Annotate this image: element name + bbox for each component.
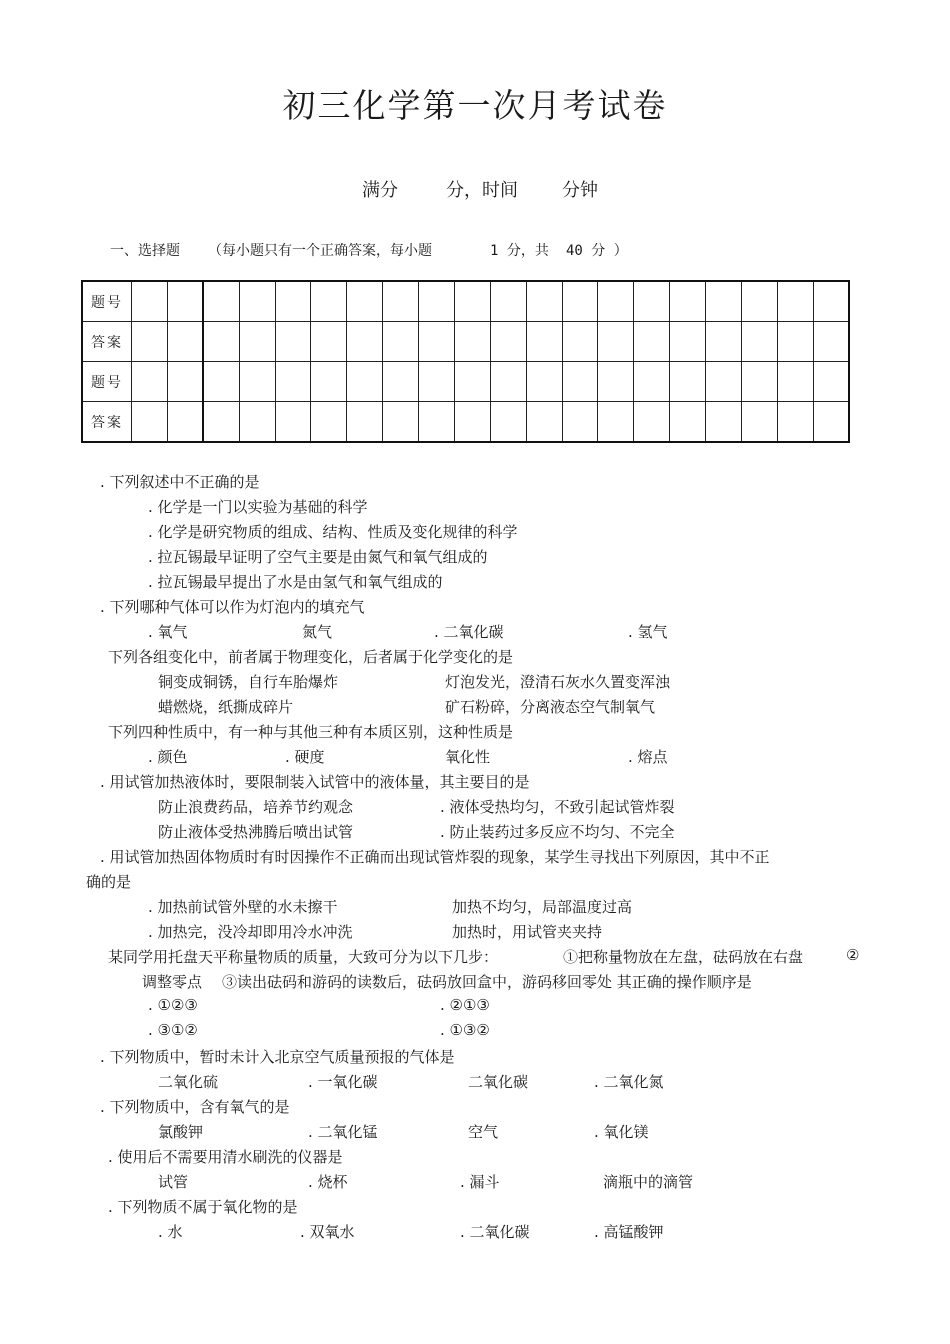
question-text: . 化学是研究物质的组成、结构、性质及变化规律的科学 bbox=[148, 523, 518, 541]
answer-cell[interactable] bbox=[741, 402, 777, 443]
number-cell bbox=[311, 362, 347, 402]
question-text: 铜变成铜锈，自行车胎爆炸 bbox=[158, 673, 339, 691]
answer-cell[interactable] bbox=[777, 402, 813, 443]
question-text: 防止液体受热沸腾后喷出试管 bbox=[158, 823, 354, 841]
question-text: . 硬度 bbox=[285, 748, 325, 766]
question-text: ③读出砝码和游码的读数后，砝码放回盒中，游码移回零处 其正确的操作顺序是 bbox=[222, 973, 752, 991]
number-cell bbox=[347, 362, 383, 402]
question-text: . 下列物质中，含有氧气的是 bbox=[100, 1098, 290, 1116]
answer-cell[interactable] bbox=[598, 402, 634, 443]
answer-cell[interactable] bbox=[275, 402, 311, 443]
answer-cell[interactable] bbox=[598, 322, 634, 362]
number-cell bbox=[813, 362, 849, 402]
row-label: 题号 bbox=[82, 362, 132, 402]
answer-cell[interactable] bbox=[490, 322, 526, 362]
answer-cell[interactable] bbox=[813, 322, 849, 362]
question-text: . 用试管加热固体物质时有时因操作不正确而出现试管炸裂的现象，某学生寻找出下列原因，其中不正 bbox=[100, 848, 770, 866]
number-cell bbox=[526, 281, 562, 322]
number-cell bbox=[777, 362, 813, 402]
question-text: . 加热完，没冷却即用冷水冲洗 bbox=[148, 923, 353, 941]
time-unit-label: 分钟 bbox=[562, 180, 598, 201]
question-text: . 一氧化碳 bbox=[308, 1073, 378, 1091]
question-text: . 氧化镁 bbox=[594, 1123, 649, 1141]
answer-cell[interactable] bbox=[275, 322, 311, 362]
number-cell bbox=[634, 362, 670, 402]
number-cell bbox=[347, 281, 383, 322]
question-text: 防止浪费药品，培养节约观念 bbox=[158, 798, 354, 816]
row-label: 题号 bbox=[82, 281, 132, 322]
question-text: 二氧化硫 bbox=[158, 1073, 219, 1091]
number-cell bbox=[706, 281, 742, 322]
answer-cell[interactable] bbox=[706, 322, 742, 362]
question-text: . 下列物质中，暂时未计入北京空气质量预报的气体是 bbox=[100, 1048, 455, 1066]
question-text: . 水 bbox=[158, 1223, 183, 1241]
answer-cell[interactable] bbox=[634, 402, 670, 443]
question-text: 空气 bbox=[468, 1123, 499, 1141]
points-per-question: 1 分，共 bbox=[490, 243, 549, 259]
answer-table-row bbox=[82, 362, 849, 402]
question-text: . 双氧水 bbox=[300, 1223, 355, 1241]
question-text: 氧化性 bbox=[445, 748, 491, 766]
question-text: . 下列哪种气体可以作为灯泡内的填充气 bbox=[100, 598, 365, 616]
question-text: . 氢气 bbox=[628, 623, 668, 641]
question-text: 加热时，用试管夹夹持 bbox=[452, 923, 603, 941]
question-text: 调整零点 bbox=[142, 973, 203, 991]
number-cell bbox=[598, 362, 634, 402]
answer-table-row bbox=[82, 322, 849, 362]
number-cell bbox=[706, 362, 742, 402]
answer-cell[interactable] bbox=[706, 402, 742, 443]
answer-cell[interactable] bbox=[383, 322, 419, 362]
number-cell bbox=[132, 281, 168, 322]
number-cell bbox=[167, 362, 203, 402]
answer-cell[interactable] bbox=[562, 322, 598, 362]
question-text: 某同学用托盘天平称量物质的质量，大致可分为以下几步： bbox=[108, 948, 499, 966]
number-cell bbox=[239, 281, 275, 322]
question-text: 氮气 bbox=[302, 623, 333, 641]
answer-table bbox=[81, 280, 850, 443]
question-text: 二氧化碳 bbox=[468, 1073, 529, 1091]
answer-cell[interactable] bbox=[741, 322, 777, 362]
full-score-label: 满分 bbox=[362, 180, 398, 201]
page-title: 初三化学第一次月考试卷 bbox=[282, 86, 668, 125]
question-text: . 拉瓦锡最早证明了空气主要是由氮气和氧气组成的 bbox=[148, 548, 488, 566]
number-cell bbox=[562, 362, 598, 402]
answer-cell[interactable] bbox=[383, 402, 419, 443]
answer-table-row bbox=[82, 281, 849, 322]
number-cell bbox=[598, 281, 634, 322]
answer-cell[interactable] bbox=[526, 402, 562, 443]
answer-cell[interactable] bbox=[777, 322, 813, 362]
answer-cell[interactable] bbox=[347, 402, 383, 443]
question-text: 氯酸钾 bbox=[158, 1123, 204, 1141]
question-text: ② bbox=[846, 946, 860, 964]
question-text: 加热不均匀，局部温度过高 bbox=[452, 898, 633, 916]
answer-cell[interactable] bbox=[526, 322, 562, 362]
question-text: . ①②③ bbox=[148, 996, 198, 1014]
question-text: 确的是 bbox=[86, 873, 132, 891]
answer-cell[interactable] bbox=[454, 402, 490, 443]
answer-cell[interactable] bbox=[813, 402, 849, 443]
answer-table-row bbox=[82, 402, 849, 443]
answer-cell[interactable] bbox=[419, 402, 455, 443]
question-text: . 化学是一门以实验为基础的科学 bbox=[148, 498, 368, 516]
question-text: . 下列物质不属于氧化物的是 bbox=[108, 1198, 298, 1216]
number-cell bbox=[239, 362, 275, 402]
number-cell bbox=[490, 281, 526, 322]
answer-cell[interactable] bbox=[132, 402, 168, 443]
question-text: . ②①③ bbox=[440, 996, 490, 1014]
question-text: . 液体受热均匀，不致引起试管炸裂 bbox=[440, 798, 675, 816]
score-unit-label: 分，时间 bbox=[446, 180, 518, 201]
answer-cell[interactable] bbox=[239, 322, 275, 362]
question-text: . 下列叙述中不正确的是 bbox=[100, 473, 260, 491]
answer-cell[interactable] bbox=[490, 402, 526, 443]
answer-cell[interactable] bbox=[132, 322, 168, 362]
number-cell bbox=[454, 362, 490, 402]
answer-cell[interactable] bbox=[311, 322, 347, 362]
question-text: . 使用后不需要用清水刷洗的仪器是 bbox=[108, 1148, 343, 1166]
number-cell bbox=[777, 281, 813, 322]
number-cell bbox=[275, 362, 311, 402]
question-text: 试管 bbox=[158, 1173, 189, 1191]
number-cell bbox=[813, 281, 849, 322]
question-text: 下列四种性质中，有一种与其他三种有本质区别，这种性质是 bbox=[108, 723, 514, 741]
question-text: . ①③② bbox=[440, 1021, 490, 1039]
answer-cell[interactable] bbox=[454, 322, 490, 362]
number-cell bbox=[203, 362, 239, 402]
question-text: . 二氧化碳 bbox=[460, 1223, 530, 1241]
section-description: （每小题只有一个正确答案，每小题 bbox=[208, 243, 432, 259]
answer-cell[interactable] bbox=[239, 402, 275, 443]
question-text: . 氧气 bbox=[148, 623, 188, 641]
question-text: . 漏斗 bbox=[460, 1173, 500, 1191]
answer-cell[interactable] bbox=[203, 322, 239, 362]
number-cell bbox=[526, 362, 562, 402]
question-text: . 颜色 bbox=[148, 748, 188, 766]
answer-cell[interactable] bbox=[670, 402, 706, 443]
answer-cell[interactable] bbox=[203, 402, 239, 443]
question-text: . 用试管加热液体时，要限制装入试管中的液体量，其主要目的是 bbox=[100, 773, 530, 791]
number-cell bbox=[132, 362, 168, 402]
question-text: . 二氧化锰 bbox=[308, 1123, 378, 1141]
question-text: 滴瓶中的滴管 bbox=[603, 1173, 694, 1191]
section-heading: 一、选择题 bbox=[110, 243, 180, 259]
question-text: . 加热前试管外壁的水未擦干 bbox=[148, 898, 338, 916]
number-cell bbox=[670, 362, 706, 402]
number-cell bbox=[203, 281, 239, 322]
number-cell bbox=[634, 281, 670, 322]
question-text: 灯泡发光，澄清石灰水久置变浑浊 bbox=[445, 673, 671, 691]
number-cell bbox=[167, 281, 203, 322]
question-text: ①把称量物放在左盘，砝码放在右盘 bbox=[563, 948, 804, 966]
number-cell bbox=[419, 281, 455, 322]
question-text: . 熔点 bbox=[628, 748, 668, 766]
answer-cell[interactable] bbox=[419, 322, 455, 362]
row-label: 答案 bbox=[82, 402, 132, 443]
number-cell bbox=[562, 281, 598, 322]
number-cell bbox=[741, 281, 777, 322]
number-cell bbox=[311, 281, 347, 322]
question-text: 矿石粉碎，分离液态空气制氧气 bbox=[445, 698, 656, 716]
question-text: . 防止装药过多反应不均匀、不完全 bbox=[440, 823, 675, 841]
answer-cell[interactable] bbox=[167, 322, 203, 362]
answer-cell[interactable] bbox=[167, 402, 203, 443]
question-text: . 二氧化氮 bbox=[594, 1073, 664, 1091]
number-cell bbox=[490, 362, 526, 402]
question-text: . 高锰酸钾 bbox=[594, 1223, 664, 1241]
question-text: . 二氧化碳 bbox=[434, 623, 504, 641]
number-cell bbox=[419, 362, 455, 402]
number-cell bbox=[741, 362, 777, 402]
number-cell bbox=[275, 281, 311, 322]
number-cell bbox=[670, 281, 706, 322]
question-text: . 烧杯 bbox=[308, 1173, 348, 1191]
number-cell bbox=[383, 362, 419, 402]
answer-cell[interactable] bbox=[311, 402, 347, 443]
question-text: . ③①② bbox=[148, 1021, 198, 1039]
number-cell bbox=[383, 281, 419, 322]
question-text: . 拉瓦锡最早提出了水是由氢气和氧气组成的 bbox=[148, 573, 443, 591]
answer-cell[interactable] bbox=[562, 402, 598, 443]
answer-cell[interactable] bbox=[670, 322, 706, 362]
question-text: 下列各组变化中，前者属于物理变化，后者属于化学变化的是 bbox=[108, 648, 514, 666]
question-text: 蜡燃烧，纸撕成碎片 bbox=[158, 698, 294, 716]
row-label: 答案 bbox=[82, 322, 132, 362]
answer-cell[interactable] bbox=[634, 322, 670, 362]
total-points: 40 分 ） bbox=[566, 243, 628, 259]
answer-cell[interactable] bbox=[347, 322, 383, 362]
number-cell bbox=[454, 281, 490, 322]
